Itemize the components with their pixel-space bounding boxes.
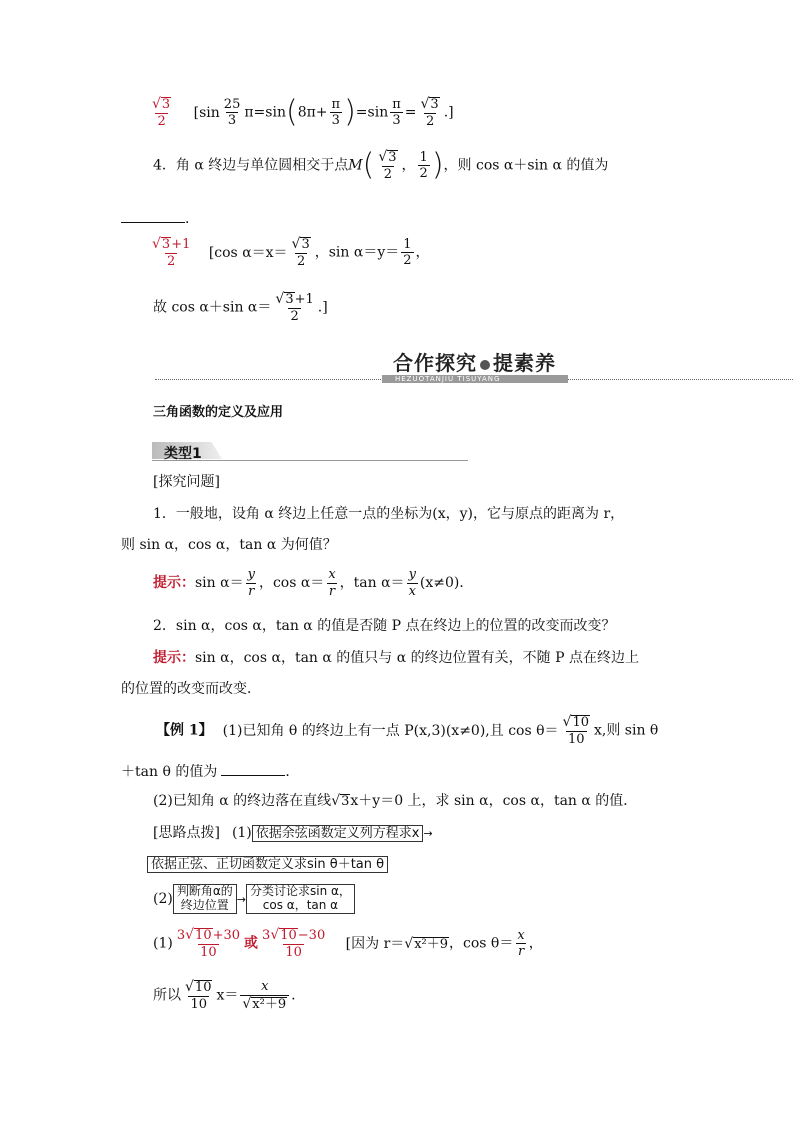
hint-step-2	[147, 856, 388, 873]
section-title: 三角函数的定义及应用	[153, 405, 284, 420]
banner-subtitle: HEZUOTANJIU TISUYANG	[395, 375, 501, 383]
answer-line-3: √ 3 2 [sin $\frac{25}{3}$ π=sin(8π+ $\frac{\pi}{3}$ )=sin $\frac{\pi}{3}$ = √ 3 2 .]	[152, 94, 454, 130]
hint-1: 提示：sin α＝ $\frac{y}{r}$ ，cos α＝ $\frac{x}{r}$ ，tan α＝ $\frac{y}{x}$ (x≠0)．	[153, 567, 474, 599]
answer-4: √ 3 +1 2 [cos α＝x＝ √ 3 2 ，sin α＝y＝ $\frac{1}{2}$ ，	[152, 236, 430, 269]
arrow-right-icon: →	[236, 892, 246, 906]
banner-title: 合作探究 提素养	[393, 351, 556, 375]
step-box-2: 依据正弦、正切函数定义求sin θ＋tan θ	[147, 856, 388, 873]
answer-blank: ．	[121, 212, 199, 226]
type-tab: 类型1	[152, 442, 468, 461]
question-2: 2．sin α，cos α，tan α 的值是否随 P 点在终边上的位置的改变而改变？	[153, 618, 616, 634]
hint-part2: (2) 判断角α的 终边位置 →分类讨论求sin α， cos α，tan α	[153, 884, 355, 914]
question-1-line2: 则 sin α，cos α，tan α 为何值？	[121, 537, 337, 553]
example-1: 【例 1】 (1)已知角 θ 的终边上有一点 P(x,3)(x≠0),且 cos θ＝ √ 10 10 x,则 sin θ	[156, 714, 659, 747]
answer-fraction: 3 √ 10 −30 10	[262, 927, 326, 960]
answer-fraction: 3 √ 10 +30 10	[176, 927, 241, 960]
step-box-3: 判断角α的 终边位置	[173, 884, 237, 914]
solution-1: (1) 3 √ 10 +30 10 或 3 √ 10 −30 10 [因为 r＝ √ x²＋9 ，cos θ＝ $\frac{x}{r}$ ，	[153, 927, 543, 960]
answer-fraction: √ 3 2	[152, 96, 171, 129]
question-4: 4．角 α 终边与单位圆相交于点M( √ 3 2 ， $\frac{1}{2}$ )，则 cos α＋sin α 的值为	[153, 147, 609, 183]
hint-approach: [思路点拨] (1) 依据余弦函数定义列方程求x →	[153, 825, 433, 841]
arrow-right-icon: →	[423, 827, 433, 840]
step-box-4: 分类讨论求sin α， cos α，tan α	[246, 884, 355, 914]
explore-label: [探究问题]	[153, 474, 220, 490]
section-banner	[155, 347, 794, 385]
question-1-line1: 1．一般地，设角 α 终边上任意一点的坐标为(x，y)，它与原点的距离为 r，	[153, 506, 625, 522]
hint-2-line1: 提示：sin α，cos α，tan α 的值只与 α 的终边位置有关，不随 P 点在终边上	[153, 650, 639, 666]
hint-2-line2: 的位置的改变而改变．	[121, 681, 261, 697]
solution-1-cont: 所以 √ 10 10 x＝ x √ x²＋9 .	[153, 979, 296, 1012]
answer-4-cont: 故 cos α＋sin α＝ √ 3 +1 2 .]	[153, 291, 328, 324]
example-1-part2: (2)已知角 α 的终边落在直线 √ 3 x＋y＝0 上，求 sin α，cos α，tan α 的值．	[153, 793, 638, 809]
answer-fraction: √ 3 +1 2	[152, 236, 191, 269]
step-box-1: 依据余弦函数定义列方程求x	[252, 825, 424, 842]
example-1-line2: ＋tan θ 的值为 ．	[121, 764, 300, 780]
bullet-icon	[480, 360, 490, 370]
